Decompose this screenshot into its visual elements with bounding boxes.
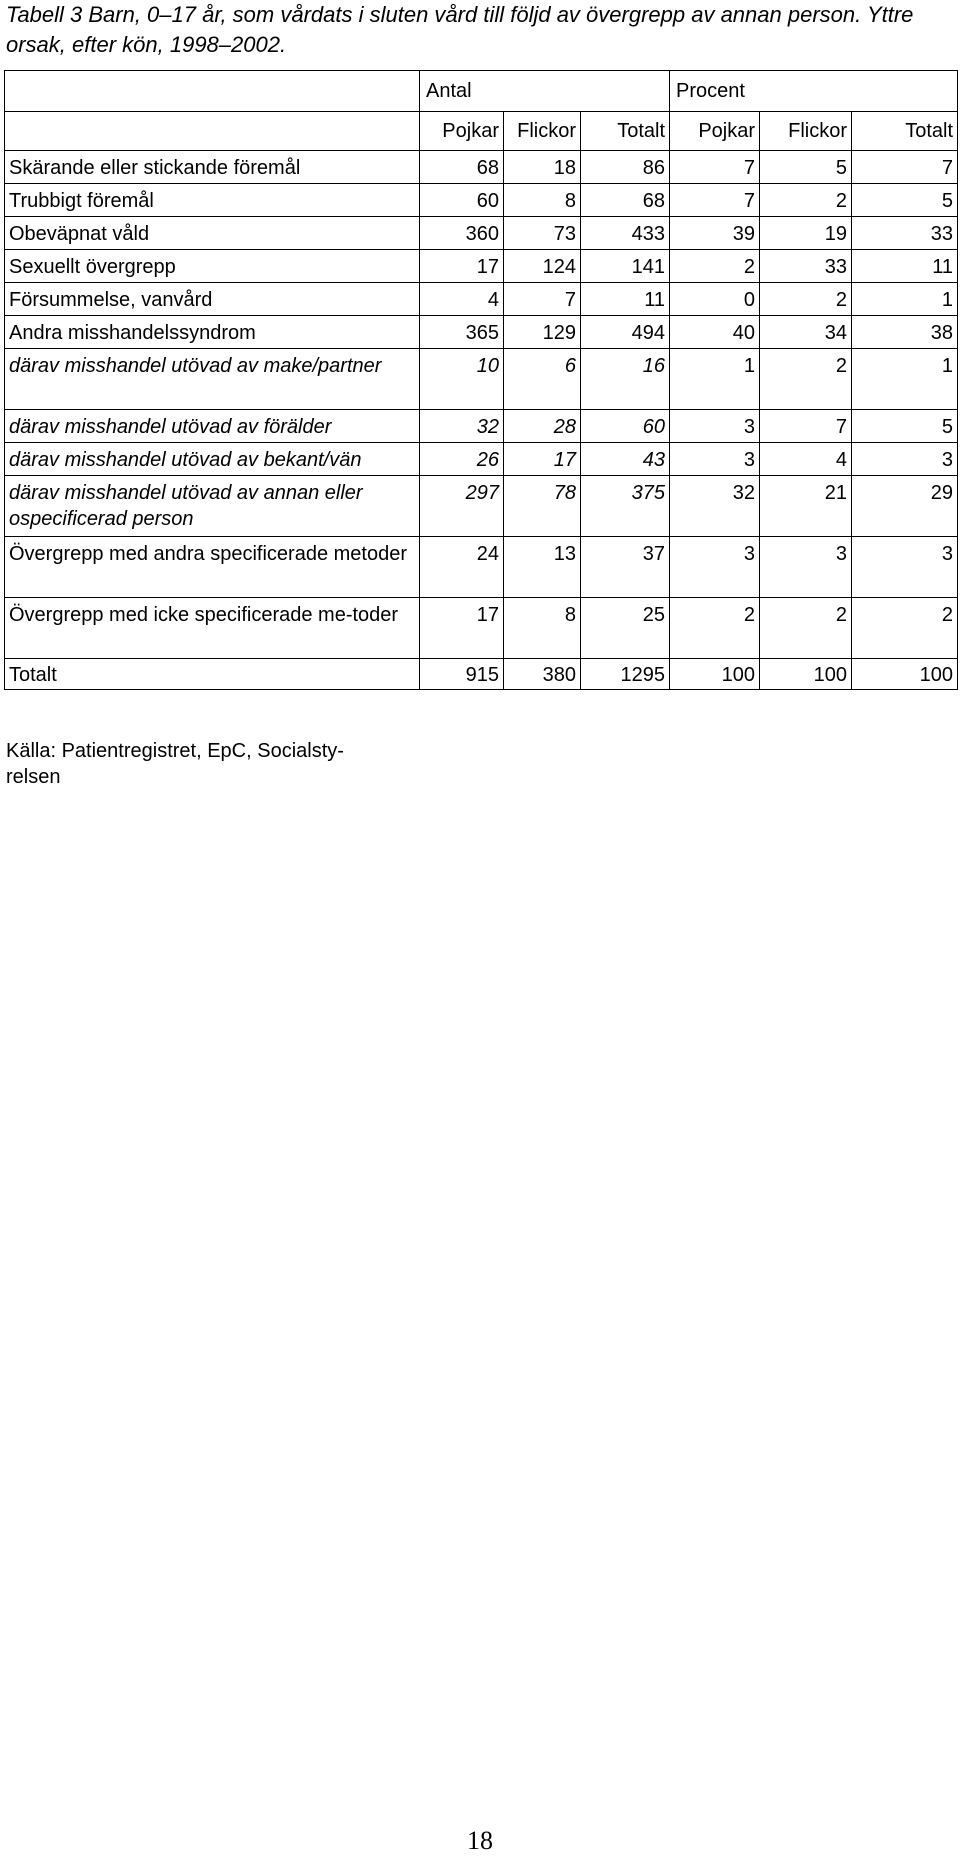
table-cell: 13	[504, 537, 581, 598]
row-label: Skärande eller stickande föremål	[5, 151, 420, 184]
table-cell: 60	[420, 184, 504, 217]
table-cell: 17	[420, 598, 504, 659]
table-cell: 29	[852, 476, 958, 537]
table-cell: 73	[504, 217, 581, 250]
table-cell: 7	[670, 184, 760, 217]
table-cell: 124	[504, 250, 581, 283]
table-cell: 34	[760, 316, 852, 349]
group-header-antal: Antal	[420, 71, 670, 112]
table-cell: 7	[504, 283, 581, 316]
table-cell: 32	[420, 410, 504, 443]
table-cell: 2	[852, 598, 958, 659]
page-number: 18	[467, 1826, 493, 1855]
table-cell: 78	[504, 476, 581, 537]
total-label: Totalt	[5, 659, 420, 690]
col-header-antal-pojkar: Pojkar	[420, 112, 504, 151]
row-label: därav misshandel utövad av annan eller ospecificerad person	[5, 476, 420, 537]
table-cell: 6	[504, 349, 581, 410]
table-cell: 2	[760, 598, 852, 659]
table-cell: 375	[581, 476, 670, 537]
col-header-procent-totalt: Totalt	[852, 112, 958, 151]
table-cell: 141	[581, 250, 670, 283]
table-cell: 40	[670, 316, 760, 349]
table-row	[5, 184, 958, 217]
table-cell: 11	[852, 250, 958, 283]
total-cell: 915	[420, 659, 504, 690]
table-cell: 24	[420, 537, 504, 598]
table-cell: 8	[504, 184, 581, 217]
total-cell: 100	[670, 659, 760, 690]
table-row	[5, 410, 958, 443]
total-cell: 100	[852, 659, 958, 690]
row-label: Övergrepp med andra specificerade metoder	[5, 537, 420, 598]
table-cell: 1	[670, 349, 760, 410]
table-cell: 38	[852, 316, 958, 349]
total-cell: 100	[760, 659, 852, 690]
table-cell: 68	[581, 184, 670, 217]
header-blank-cell	[5, 71, 420, 112]
table-cell: 1	[852, 349, 958, 410]
table-row	[5, 598, 958, 659]
table-row	[5, 217, 958, 250]
table-row	[5, 250, 958, 283]
table-cell: 16	[581, 349, 670, 410]
table-cell: 3	[670, 410, 760, 443]
table-cell: 39	[670, 217, 760, 250]
table-cell: 0	[670, 283, 760, 316]
col-header-procent-flickor: Flickor	[760, 112, 852, 151]
table-cell: 28	[504, 410, 581, 443]
table-cell: 33	[760, 250, 852, 283]
table-cell: 365	[420, 316, 504, 349]
table-row	[5, 537, 958, 598]
sub-header-row	[5, 112, 958, 151]
table-cell: 60	[581, 410, 670, 443]
row-label: därav misshandel utövad av make/partner	[5, 349, 420, 410]
row-label: Andra misshandelssyndrom	[5, 316, 420, 349]
table-cell: 10	[420, 349, 504, 410]
table-row	[5, 316, 958, 349]
table-cell: 3	[852, 537, 958, 598]
table-cell: 25	[581, 598, 670, 659]
table-cell: 11	[581, 283, 670, 316]
table-cell: 297	[420, 476, 504, 537]
col-header-antal-flickor: Flickor	[504, 112, 581, 151]
table-cell: 18	[504, 151, 581, 184]
statistics-table	[4, 70, 958, 690]
table-row	[5, 443, 958, 476]
table-row	[5, 283, 958, 316]
header-blank-cell	[5, 112, 420, 151]
row-label: Sexuellt övergrepp	[5, 250, 420, 283]
group-header-procent: Procent	[670, 71, 958, 112]
table-cell: 5	[760, 151, 852, 184]
table-cell: 3	[852, 443, 958, 476]
row-label: Obeväpnat våld	[5, 217, 420, 250]
table-cell: 37	[581, 537, 670, 598]
table-cell: 2	[670, 598, 760, 659]
table-cell: 5	[852, 410, 958, 443]
table-cell: 7	[760, 410, 852, 443]
total-cell: 1295	[581, 659, 670, 690]
table-cell: 17	[420, 250, 504, 283]
row-label: Försummelse, vanvård	[5, 283, 420, 316]
row-label: därav misshandel utövad av förälder	[5, 410, 420, 443]
table-cell: 21	[760, 476, 852, 537]
table-cell: 129	[504, 316, 581, 349]
table-cell: 3	[760, 537, 852, 598]
group-header-row	[5, 71, 958, 112]
table-cell: 5	[852, 184, 958, 217]
table-cell: 19	[760, 217, 852, 250]
table-cell: 7	[852, 151, 958, 184]
row-label: Övergrepp med icke specificerade me-toder	[5, 598, 420, 659]
table-cell: 68	[420, 151, 504, 184]
source-note: Källa: Patientregistret, EpC, Socialsty-relsen	[6, 740, 344, 788]
total-cell: 380	[504, 659, 581, 690]
table-cell: 17	[504, 443, 581, 476]
table-cell: 433	[581, 217, 670, 250]
table-cell: 2	[760, 184, 852, 217]
table-cell: 3	[670, 537, 760, 598]
row-label: därav misshandel utövad av bekant/vän	[5, 443, 420, 476]
table-cell: 1	[852, 283, 958, 316]
table-cell: 43	[581, 443, 670, 476]
table-row	[5, 349, 958, 410]
table-cell: 360	[420, 217, 504, 250]
table-row	[5, 151, 958, 184]
table-cell: 494	[581, 316, 670, 349]
col-header-antal-totalt: Totalt	[581, 112, 670, 151]
table-cell: 2	[670, 250, 760, 283]
table-cell: 86	[581, 151, 670, 184]
table-cell: 26	[420, 443, 504, 476]
row-label: Trubbigt föremål	[5, 184, 420, 217]
table-cell: 33	[852, 217, 958, 250]
table-body	[5, 151, 958, 659]
table-cell: 4	[420, 283, 504, 316]
col-header-procent-pojkar: Pojkar	[670, 112, 760, 151]
table-cell: 32	[670, 476, 760, 537]
table-caption: Tabell 3 Barn, 0–17 år, som vårdats i sluten vård till följd av övergrepp av annan person. Yttre orsak, efter kön, 1998–2002.	[6, 2, 914, 57]
table-cell: 8	[504, 598, 581, 659]
table-cell: 2	[760, 349, 852, 410]
table-row	[5, 476, 958, 537]
table-cell: 3	[670, 443, 760, 476]
total-row	[5, 659, 958, 690]
table-cell: 2	[760, 283, 852, 316]
table-cell: 7	[670, 151, 760, 184]
table-cell: 4	[760, 443, 852, 476]
